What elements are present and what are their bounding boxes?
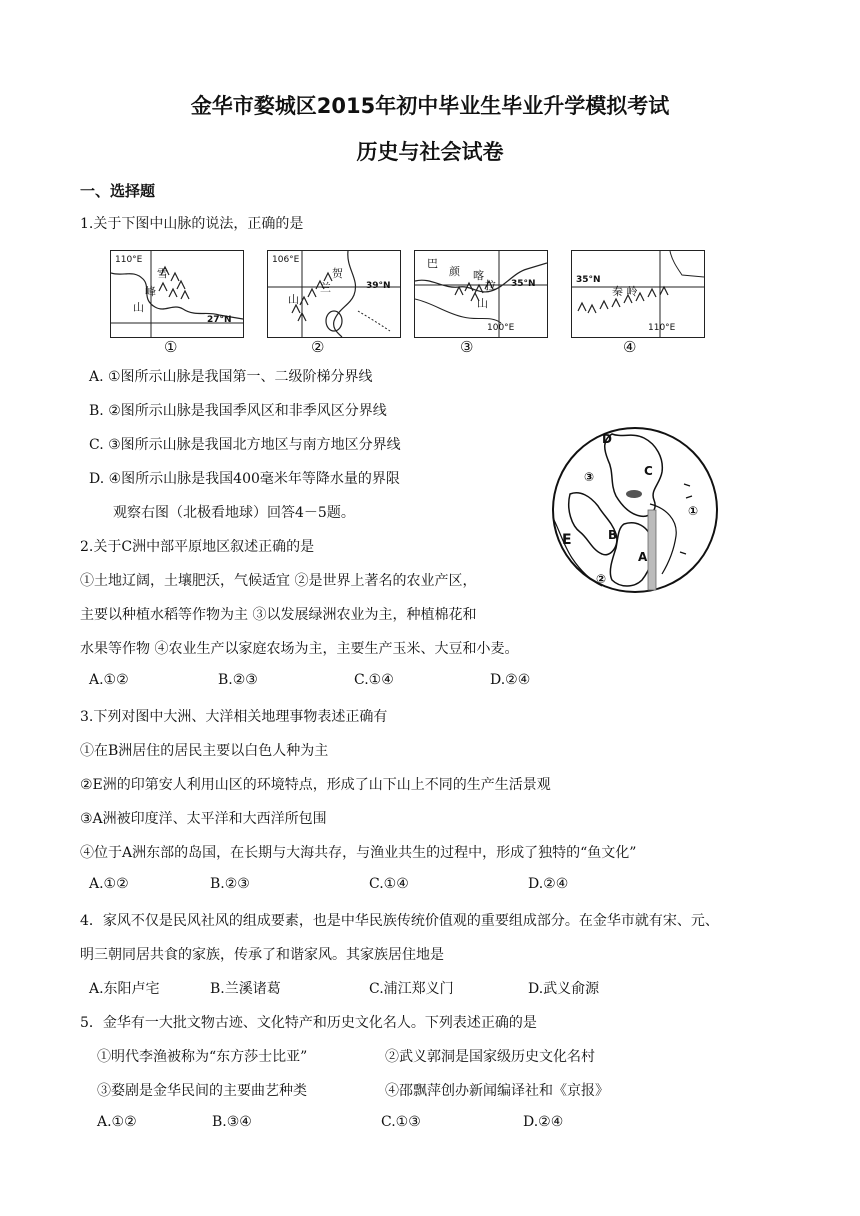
map-2-label-lat: 39°N — [366, 281, 391, 291]
q4-option-a[interactable]: A.东阳卢宅 — [89, 981, 160, 997]
map-4-label-1: 秦 岭 — [612, 285, 638, 298]
map-1-label-2: 峰 — [145, 285, 156, 298]
map-3-label-5: 山 — [477, 297, 488, 310]
q5-item-2: ②武义郭洞是国家级历史文化名村 — [385, 1049, 595, 1065]
q5-item-1: ①明代李渔被称为“东方莎士比亚” — [97, 1049, 308, 1065]
q2-option-a[interactable]: A.①② — [89, 672, 129, 688]
map-2-label-3: 山 — [288, 293, 299, 306]
globe-label-2: ② — [596, 572, 607, 586]
section-heading: 一、选择题 — [80, 182, 156, 200]
q3-line-4: ④位于A洲东部的岛国，在长期与大海共存，与渔业共生的过程中，形成了独特的“鱼文化” — [80, 845, 637, 861]
q4-option-c[interactable]: C.浦江郑义门 — [369, 981, 454, 997]
globe-label-c: C — [644, 464, 653, 478]
q1-option-a[interactable]: A. ①图所示山脉是我国第一、二级阶梯分界线 — [89, 369, 373, 385]
q1-option-b[interactable]: B. ②图所示山脉是我国季风区和非季风区分界线 — [89, 403, 387, 419]
map-1-label-lon: 110°E — [115, 255, 143, 265]
globe-label-d: D — [602, 432, 612, 446]
q2-stem: 2.关于C洲中部平原地区叙述正确的是 — [80, 539, 315, 555]
map-3-label-lat: 35°N — [511, 279, 536, 289]
map-1-label-1: 雪 — [157, 267, 168, 280]
q4-line-2: 明三朝同居共食的家族，传承了和谐家风。其家族居住地是 — [80, 947, 444, 963]
q1-option-c[interactable]: C. ③图所示山脉是我国北方地区与南方地区分界线 — [89, 437, 401, 453]
exam-title: 金华市婺城区2015年初中毕业生毕业升学模拟考试 — [190, 94, 670, 118]
q5-stem: 5．金华有一大批文物古迹、文化特产和历史文化名人。下列表述正确的是 — [80, 1015, 537, 1031]
globe-label-e: E — [562, 532, 572, 548]
q4-line-1: 4．家风不仅是民风社风的组成要素，也是中华民族传统价值观的重要组成部分。在金华市就有宋、元、 — [80, 913, 719, 929]
q3-option-a[interactable]: A.①② — [89, 876, 129, 892]
q5-option-c[interactable]: C.①③ — [381, 1114, 421, 1130]
map-2-label-1: 贺 — [332, 267, 343, 280]
map-3-label-2: 颜 — [449, 265, 460, 278]
q3-option-d[interactable]: D.②④ — [528, 876, 569, 892]
map-3-label-3: 喀 — [473, 269, 484, 282]
map-3-label-1: 巴 — [427, 257, 438, 270]
exam-subtitle: 历史与社会试卷 — [356, 140, 504, 164]
globe-label-a: A — [638, 550, 648, 564]
q3-option-c[interactable]: C.①④ — [369, 876, 409, 892]
globe-label-1: ① — [688, 504, 699, 518]
q1-stem: 1.关于下图中山脉的说法，正确的是 — [80, 216, 304, 232]
globe-label-b: B — [608, 528, 618, 542]
q5-item-3: ③婺剧是金华民间的主要曲艺种类 — [97, 1083, 307, 1099]
map-1-caption: ① — [164, 338, 178, 356]
q5-option-b[interactable]: B.③④ — [212, 1114, 252, 1130]
q2-option-c[interactable]: C.①④ — [354, 672, 394, 688]
q2-line-2: 主要以种植水稻等作物为主 ③以发展绿洲农业为主，种植棉花和 — [80, 607, 477, 623]
map-1-label-lat: 27°N — [207, 315, 232, 325]
q3-stem: 3.下列对图中大洲、大洋相关地理事物表述正确有 — [80, 709, 388, 725]
q3-line-3: ③A洲被印度洋、太平洋和大西洋所包围 — [80, 811, 327, 827]
map-2-label-2: 兰 — [320, 281, 331, 294]
q4-option-d[interactable]: D.武义俞源 — [528, 981, 600, 997]
q3-option-b[interactable]: B.②③ — [210, 876, 250, 892]
q2-line-3: 水果等作物 ④农业生产以家庭农场为主，主要生产玉米、大豆和小麦。 — [80, 641, 519, 657]
map-1-xuefeng — [110, 250, 244, 338]
map-4-label-lat: 35°N — [576, 275, 601, 285]
q3-line-2: ②E洲的印第安人利用山区的环境特点，形成了山下山上不同的生产生活景观 — [80, 777, 551, 793]
q2-option-d[interactable]: D.②④ — [490, 672, 531, 688]
q5-option-d[interactable]: D.②④ — [523, 1114, 564, 1130]
map-2-helan — [267, 250, 401, 338]
map-2-label-lon: 106°E — [272, 255, 300, 265]
q5-option-a[interactable]: A.①② — [97, 1114, 137, 1130]
map-4-caption: ④ — [623, 338, 637, 356]
q3-line-1: ①在B洲居住的居民主要以白色人种为主 — [80, 743, 329, 759]
observe-instruction: 观察右图（北极看地球）回答4－5题。 — [113, 505, 355, 521]
globe-label-3: ③ — [584, 470, 595, 484]
q1-option-d[interactable]: D. ④图所示山脉是我国400毫米年等降水量的界限 — [89, 471, 400, 487]
map-3-label-4: 拉 — [485, 279, 496, 292]
map-1-label-3: 山 — [133, 301, 144, 314]
map-3-bayankala — [414, 250, 548, 338]
map-3-caption: ③ — [460, 338, 474, 356]
q4-option-b[interactable]: B.兰溪诸葛 — [210, 981, 281, 997]
q2-option-b[interactable]: B.②③ — [218, 672, 258, 688]
map-2-caption: ② — [311, 338, 325, 356]
map-4-label-lon: 110°E — [648, 323, 676, 333]
q5-item-4: ④邵飘萍创办新闻编译社和《京报》 — [385, 1083, 609, 1099]
map-3-label-lon: 100°E — [487, 323, 515, 333]
north-pole-globe-figure — [550, 424, 720, 596]
map-4-qinling — [571, 250, 705, 338]
q2-line-1: ①土地辽阔，土壤肥沃，气候适宜 ②是世界上著名的农业产区， — [80, 573, 477, 589]
